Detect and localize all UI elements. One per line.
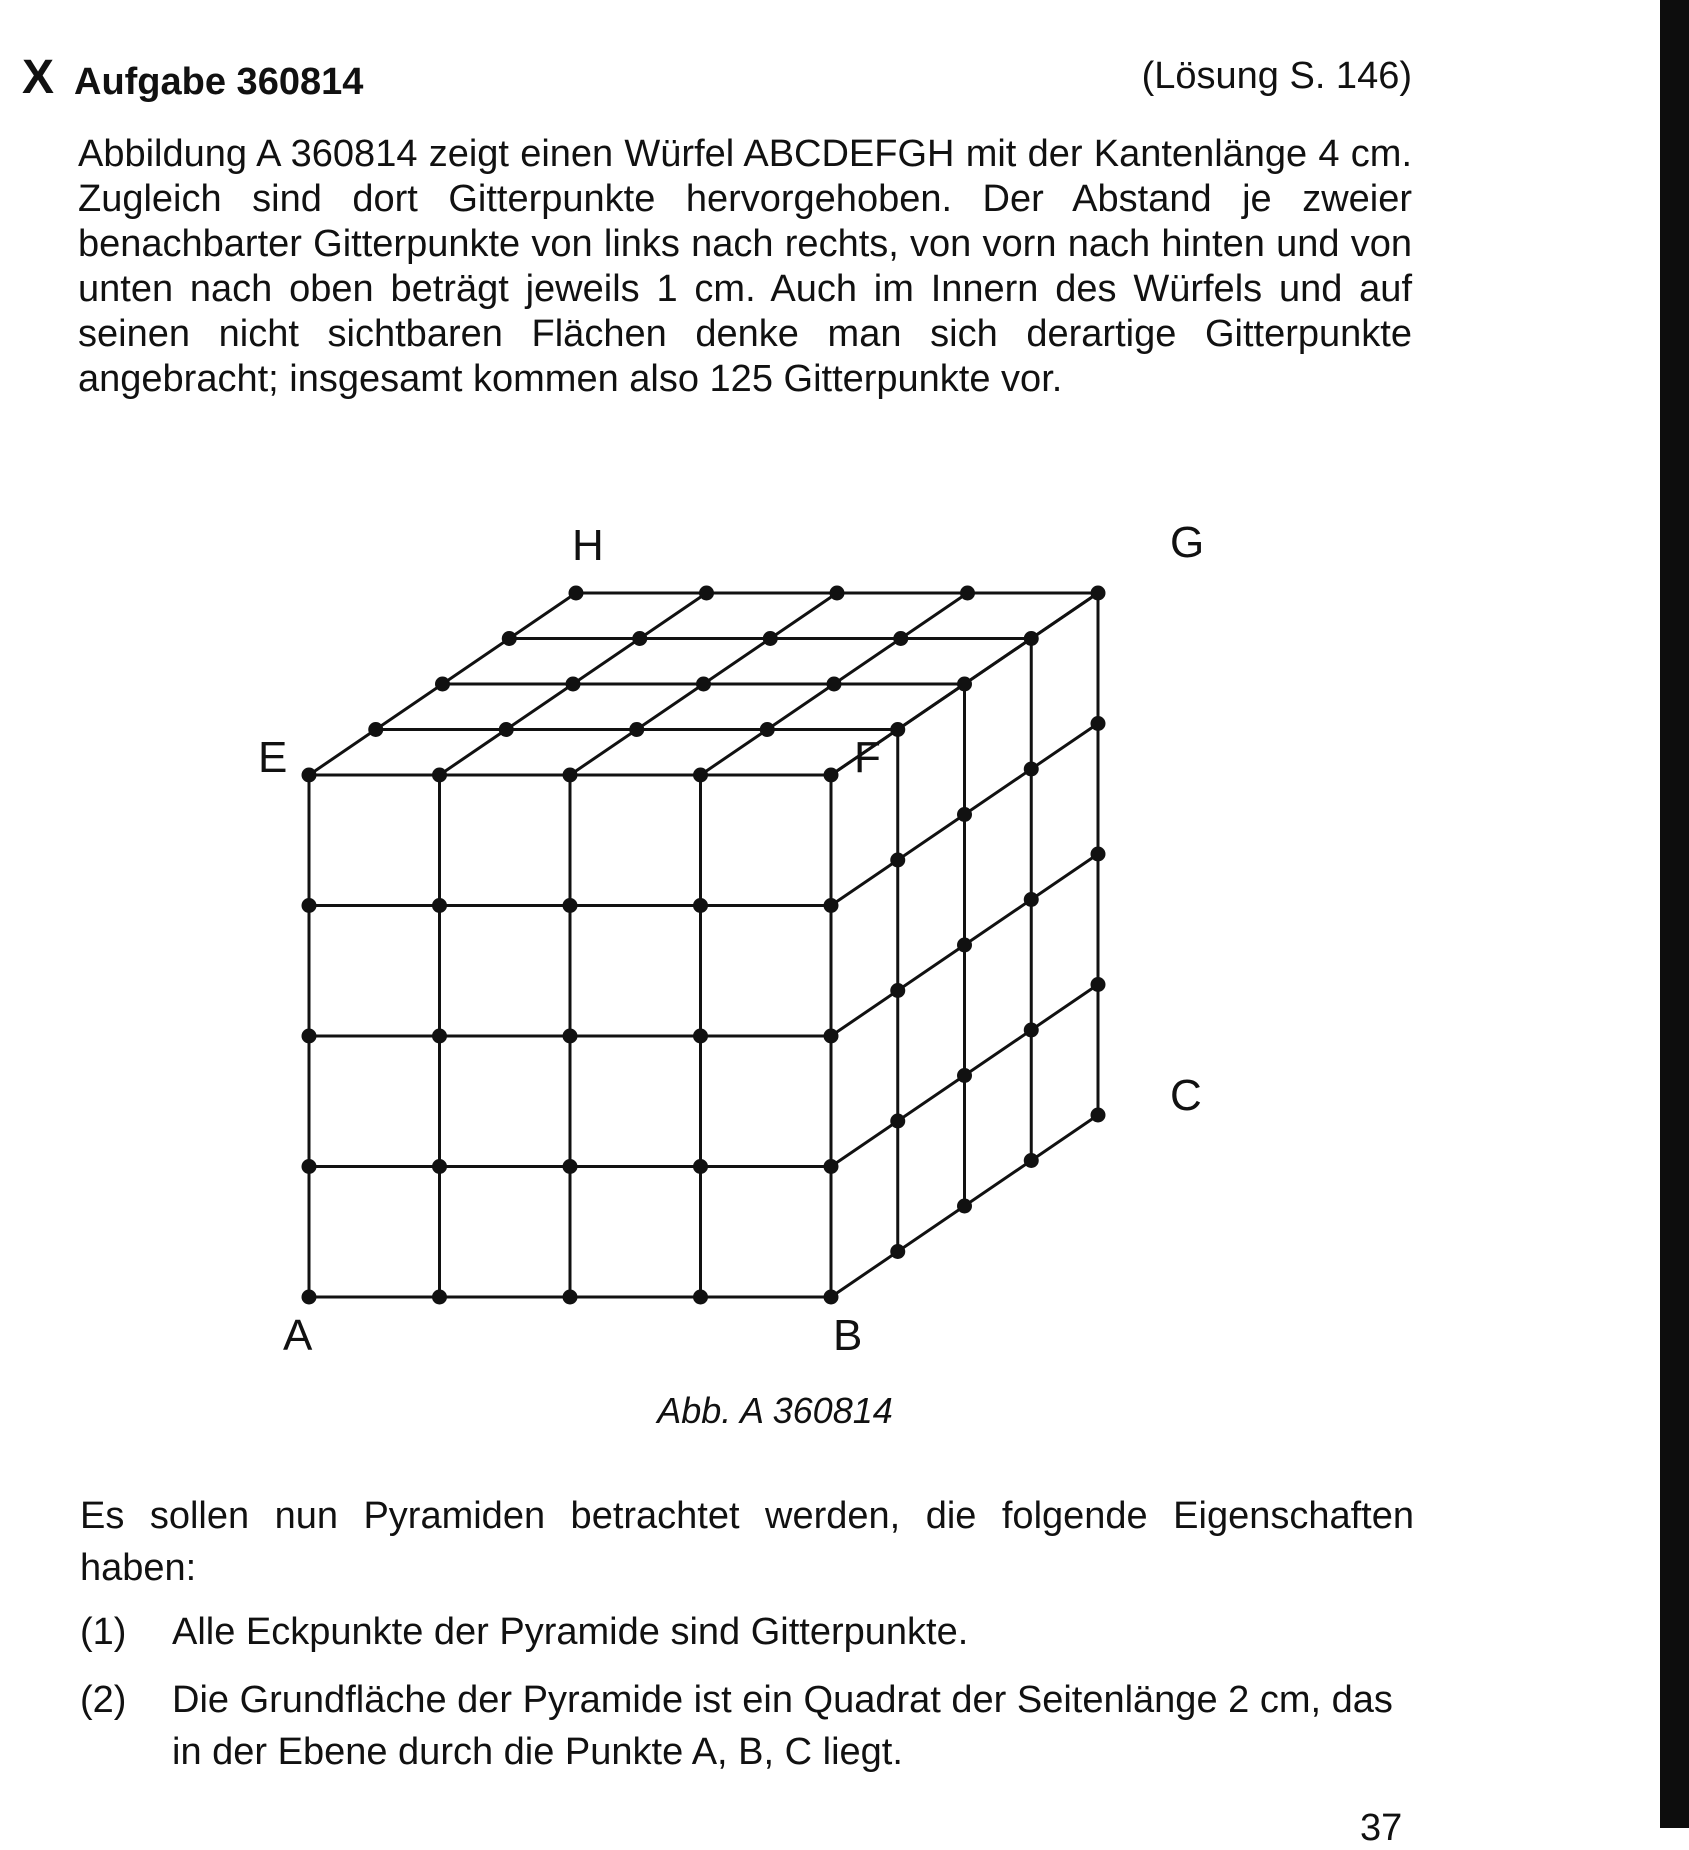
vertex-label-f: F xyxy=(854,733,881,782)
grid-point xyxy=(893,631,908,646)
grid-point xyxy=(1024,1153,1039,1168)
grid-point xyxy=(760,722,775,737)
vertex-label-c: C xyxy=(1170,1071,1202,1120)
grid-point xyxy=(1024,631,1039,646)
grid-point xyxy=(302,898,317,913)
grid-point xyxy=(827,677,842,692)
vertex-label-e: E xyxy=(258,733,288,782)
cube-grid-points xyxy=(302,586,1106,1305)
grid-point xyxy=(693,768,708,783)
grid-point xyxy=(957,1199,972,1214)
grid-point xyxy=(1024,762,1039,777)
grid-point xyxy=(1091,847,1106,862)
condition-item xyxy=(80,1606,1414,1658)
grid-point xyxy=(693,898,708,913)
condition-item xyxy=(80,1674,1414,1778)
condition-number: (1) xyxy=(80,1611,127,1653)
grid-point xyxy=(824,768,839,783)
grid-point xyxy=(435,677,450,692)
grid-point xyxy=(432,768,447,783)
condition-text: Alle Eckpunkte der Pyramide sind Gitterpunkte. xyxy=(172,1611,969,1653)
paragraph-pyramids xyxy=(80,1490,1414,1594)
grid-point xyxy=(696,677,711,692)
grid-point xyxy=(960,586,975,601)
intro-text: Abbildung A 360814 zeigt einen Würfel ABCDEFGH mit der Kantenlänge 4 cm. Zugleich sind dort Gitterpunkte hervorgehoben. Der Abstand je zweier benachbarter Gitterpunkte von links nach rechts, von vorn nach hinten und von unten nach oben beträgt jeweils 1 cm. Auch im Innern des Würfels und auf seinen nicht sichtbaren Flächen denke man sich derartige Gitterpunkte angebracht; insgesamt kommen also 125 Gitterpunkte vor. xyxy=(78,133,1412,400)
solution-reference: (Lösung S. 146) xyxy=(1141,55,1412,97)
grid-point xyxy=(1024,892,1039,907)
grid-point xyxy=(957,1068,972,1083)
page-number: 37 xyxy=(1360,1807,1403,1849)
grid-point xyxy=(1091,977,1106,992)
grid-point xyxy=(432,1029,447,1044)
grid-point xyxy=(824,1290,839,1305)
grid-point xyxy=(830,586,845,601)
grid-point xyxy=(890,1114,905,1129)
grid-point xyxy=(1091,586,1106,601)
grid-point xyxy=(302,1290,317,1305)
grid-point xyxy=(693,1159,708,1174)
grid-point xyxy=(890,983,905,998)
grid-point xyxy=(763,631,778,646)
vertex-label-b: B xyxy=(833,1311,863,1360)
cube-vertex-labels xyxy=(258,518,1204,1360)
grid-point xyxy=(302,768,317,783)
grid-point xyxy=(957,807,972,822)
grid-point xyxy=(1091,716,1106,731)
task-title: Aufgabe 360814 xyxy=(74,61,364,103)
figure-caption: Abb. A 360814 xyxy=(657,1390,893,1431)
vertex-label-g: G xyxy=(1170,518,1205,567)
grid-point xyxy=(699,586,714,601)
grid-point xyxy=(566,677,581,692)
grid-point xyxy=(302,1029,317,1044)
grid-point xyxy=(432,898,447,913)
grid-point xyxy=(432,1159,447,1174)
grid-point xyxy=(1024,1023,1039,1038)
vertex-label-a: A xyxy=(283,1311,313,1360)
cross-mark: X xyxy=(22,51,55,104)
grid-point xyxy=(1091,1108,1106,1123)
paragraph-pyramids-text: Es sollen nun Pyramiden betrachtet werden, die folgende Eigenschaften haben: xyxy=(80,1495,1414,1589)
cube-grid-lines xyxy=(309,593,1098,1297)
grid-point xyxy=(302,1159,317,1174)
grid-point xyxy=(563,1290,578,1305)
grid-point xyxy=(890,1244,905,1259)
condition-text: Die Grundfläche der Pyramide ist ein Quadrat der Seitenlänge 2 cm, das in der Ebene durch die Punkte A, B, C liegt. xyxy=(172,1679,1393,1773)
grid-point xyxy=(563,1159,578,1174)
grid-point xyxy=(693,1290,708,1305)
grid-point xyxy=(890,853,905,868)
grid-point xyxy=(563,768,578,783)
grid-point xyxy=(693,1029,708,1044)
grid-point xyxy=(824,1029,839,1044)
grid-point xyxy=(957,677,972,692)
condition-number: (2) xyxy=(80,1679,127,1721)
grid-point xyxy=(629,722,644,737)
grid-point xyxy=(499,722,514,737)
grid-point xyxy=(502,631,517,646)
condition-list xyxy=(80,1606,1414,1794)
grid-point xyxy=(368,722,383,737)
grid-point xyxy=(957,938,972,953)
grid-point xyxy=(824,1159,839,1174)
grid-point xyxy=(632,631,647,646)
vertex-label-h: H xyxy=(572,521,604,570)
grid-point xyxy=(563,1029,578,1044)
grid-point xyxy=(890,722,905,737)
grid-point xyxy=(824,898,839,913)
grid-point xyxy=(563,898,578,913)
grid-point xyxy=(432,1290,447,1305)
grid-point xyxy=(569,586,584,601)
